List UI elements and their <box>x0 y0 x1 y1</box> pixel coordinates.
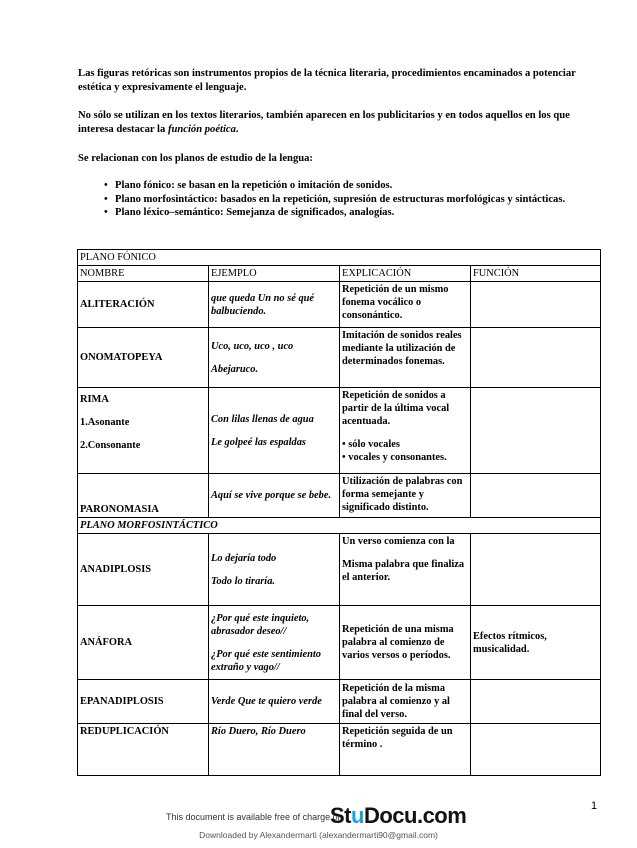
figure-example-cell <box>209 328 340 388</box>
table-row <box>78 250 601 266</box>
spacer <box>211 638 337 648</box>
figure-example-cell <box>209 388 340 474</box>
figures-table <box>77 249 601 776</box>
figure-example: Aquí se vive porque se bebe. <box>209 474 340 518</box>
figure-function <box>471 282 601 328</box>
logo-part: St <box>330 803 351 828</box>
figure-name: ANADIPLOSIS <box>78 534 209 606</box>
spacer <box>211 565 337 575</box>
column-header: EXPLICACIÓN <box>340 266 471 282</box>
figure-example-cell <box>209 534 340 606</box>
figure-explanation-cell <box>340 388 471 474</box>
figure-example: Río Duero, Río Duero <box>209 724 340 776</box>
section-header-phonic: PLANO FÓNICO <box>78 250 601 266</box>
figure-example: Verde Que te quiero verde <box>209 680 340 724</box>
list-item: • sólo vocales <box>342 438 468 451</box>
download-note: Downloaded by Alexandermarti (alexandermarti90@gmail.com) <box>199 830 438 840</box>
page-number: 1 <box>591 800 598 812</box>
table-header-row <box>78 266 601 282</box>
figure-explanation: Utilización de palabras con forma semejante y significado distinto. <box>340 474 471 518</box>
figure-name: ALITERACIÓN <box>78 282 209 328</box>
column-header: FUNCIÓN <box>471 266 601 282</box>
figure-example-cell <box>209 606 340 680</box>
intro-paragraph-1: Las figuras retóricas son instrumentos propios de la técnica literaria, procedimientos encaminados a potenciar estética y expresivamente el lenguaje. <box>78 68 576 93</box>
table-row <box>78 388 601 474</box>
figure-example: Le golpeé las espaldas <box>211 436 306 448</box>
intro-paragraph-2-main: No sólo se utilizan en los textos literarios, también aparecen en los publicitarios y en todos aquellos en los que interesa destacar la <box>78 110 570 135</box>
table-row <box>78 328 601 388</box>
figure-example: Lo dejaría todo <box>211 552 277 564</box>
list-item: • Plano fónico: se basan en la repetición o imitación de sonidos. <box>104 179 574 193</box>
figure-function <box>471 474 601 518</box>
column-header: EJEMPLO <box>209 266 340 282</box>
planes-list <box>104 179 574 220</box>
table-row <box>78 534 601 606</box>
figure-example: ¿Por qué este sentimiento extraño y vago// <box>211 648 321 673</box>
figure-subtype: 2.Consonante <box>80 440 141 451</box>
figure-name: REDUPLICACIÓN <box>78 724 209 776</box>
figure-function: Efectos rítmicos, musicalidad. <box>471 606 601 680</box>
figure-name: ONOMATOPEYA <box>78 328 209 388</box>
figure-example: ¿Por qué este inquieto, abrasador deseo// <box>211 612 310 637</box>
figure-example: Uco, uco, uco , uco <box>211 340 294 352</box>
logo-part: Docu.com <box>363 803 467 828</box>
column-header: NOMBRE <box>78 266 209 282</box>
figure-example: Todo lo tiraría. <box>211 575 275 587</box>
figure-name: RIMA <box>80 394 109 405</box>
list-item: • vocales y consonantes. <box>342 451 468 464</box>
figure-name: PARONOMASIA <box>78 474 209 518</box>
table-row <box>78 724 601 776</box>
spacer <box>80 406 206 416</box>
figure-example: Con lilas llenas de agua <box>211 413 314 425</box>
availability-note: This document is available free of charge on <box>166 812 343 822</box>
spacer <box>211 426 337 436</box>
figure-explanation: Imitación de sonidos reales mediante la utilización de determinados fonemas. <box>340 328 471 388</box>
figure-explanation: Misma palabra que finaliza el anterior. <box>342 559 465 583</box>
section-header-morphosyntactic: PLANO MORFOSINTÁCTICO <box>78 518 601 534</box>
list-item: • Plano morfosintáctico: basados en la repetición, supresión de estructuras morfológicas y sintácticas. <box>104 193 574 207</box>
figure-example: que queda Un no sé qué balbuciendo. <box>209 282 340 328</box>
studocu-logo[interactable] <box>330 803 466 829</box>
figure-function <box>471 388 601 474</box>
figure-explanation-cell <box>340 534 471 606</box>
spacer <box>211 353 337 363</box>
figure-explanation: Un verso comienza con la <box>342 536 455 547</box>
spacer <box>80 429 206 439</box>
spacer <box>342 548 468 558</box>
rima-types-list <box>342 438 468 464</box>
figure-example: Abejaruco. <box>211 363 259 375</box>
figure-explanation: Repetición seguida de un término . <box>340 724 471 776</box>
figure-explanation: Repetición de sonidos a partir de la última vocal acentuada. <box>342 390 450 427</box>
logo-part: u <box>351 803 364 828</box>
list-item: • Plano léxico–semántico: Semejanza de significados, analogías. <box>104 206 574 220</box>
intro-paragraph-2-italic: función poética <box>167 123 236 135</box>
figure-subtype: 1.Asonante <box>80 417 130 428</box>
figure-name: EPANADIPLOSIS <box>78 680 209 724</box>
table-row <box>78 518 601 534</box>
figure-function <box>471 328 601 388</box>
figure-explanation: Repetición de la misma palabra al comienzo y al final del verso. <box>340 680 471 724</box>
intro-paragraph-2 <box>78 109 598 136</box>
figure-function <box>471 680 601 724</box>
table-row <box>78 474 601 518</box>
figure-explanation: Repetición de una misma palabra al comienzo de varios versos o períodos. <box>340 606 471 680</box>
table-row <box>78 606 601 680</box>
intro-paragraph-2-end: . <box>235 123 239 135</box>
spacer <box>342 428 468 438</box>
table-row <box>78 282 601 328</box>
table-row <box>78 680 601 724</box>
figure-explanation: Repetición de un mismo fonema vocálico o consonántico. <box>340 282 471 328</box>
figure-function <box>471 724 601 776</box>
intro-paragraph-3: Se relacionan con los planos de estudio de la lengua: <box>78 153 313 164</box>
figure-name-cell <box>78 388 209 474</box>
figure-function <box>471 534 601 606</box>
figure-name: ANÁFORA <box>78 606 209 680</box>
